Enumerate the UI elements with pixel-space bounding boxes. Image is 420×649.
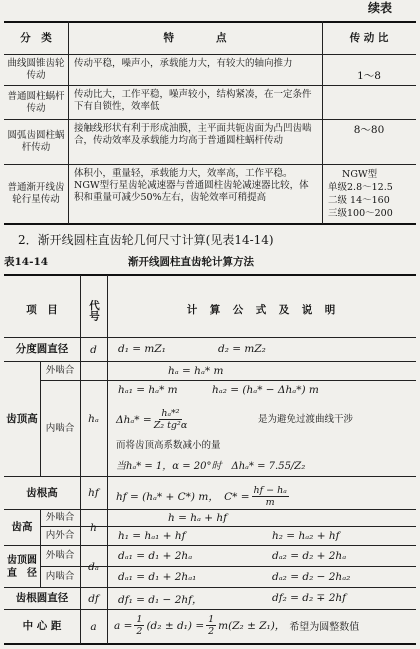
section-heading: 2．渐开线圆柱直齿轮几何尺寸计算(见表14-14) bbox=[18, 233, 274, 247]
item-pitch-diameter: 分度圆直径 bbox=[15, 343, 69, 355]
code-a: a bbox=[90, 620, 97, 633]
code-da: dₐ bbox=[88, 560, 99, 573]
table-number: 表14-14 bbox=[4, 256, 49, 268]
table1-category: 圆弧齿圆柱蜗杆传动 bbox=[7, 130, 65, 153]
item-tip-external: 外啮合 bbox=[45, 550, 75, 561]
a-middle: (d₂ ± d₁) = bbox=[146, 619, 205, 632]
formula-df1: df₁ = d₁ − 2hf， bbox=[118, 594, 203, 606]
table1-features: 传动比大，工作平稳，噪声较小，结构紧凑，在一定条件下有自锁性，效率低 bbox=[74, 89, 312, 112]
fraction-numerator: 1 bbox=[208, 614, 215, 625]
a-rest: m(Z₂ ± Z₁)， bbox=[218, 620, 286, 632]
fraction-denominator: 2 bbox=[208, 626, 215, 637]
fraction-numerator: 1 bbox=[136, 614, 143, 625]
table1-features: 接触线形状有利于形成油膜，主平面共轭齿面为凸凹齿啮合，传动效率及承载能力均高于普通圆柱蜗杆传动 bbox=[74, 123, 312, 146]
formula-a bbox=[114, 614, 359, 637]
addendum-condition: 当hₐ* = 1，α = 20°时 Δhₐ* = 7.55/Z₂ bbox=[116, 461, 306, 472]
table2-header-formula: 计 算 公 式 及 说 明 bbox=[186, 303, 337, 316]
table1-category: 曲线圆锥齿轮传动 bbox=[7, 58, 65, 81]
table1-ratio: 1～8 bbox=[357, 70, 381, 82]
item-addendum: 齿顶高 bbox=[6, 412, 38, 425]
delta-ha-note: 是为避免过渡曲线干涉 bbox=[258, 414, 354, 425]
table1-features: 体积小，重量轻，承载能力大，效率高，工作平稳。NGW型行星齿轮减速器与普通圆柱齿轮减速器比较，体积和重量可减少50%左右，齿轮效率可稍提高 bbox=[74, 168, 309, 203]
formula-d1: d₁ = mZ₁ bbox=[118, 343, 166, 355]
table1-header-features: 特 点 bbox=[163, 31, 227, 44]
table1-ratio: 8～80 bbox=[353, 123, 385, 136]
item-external-mesh: 外啮合 bbox=[45, 365, 75, 376]
ratio-line: 二级 14～160 bbox=[328, 195, 390, 206]
ratio-line: 三级100～200 bbox=[328, 208, 393, 219]
code-ha: hₐ bbox=[88, 413, 99, 425]
fraction-denominator: m bbox=[265, 497, 275, 508]
half-fraction bbox=[134, 614, 144, 637]
item-tip-internal: 内啮合 bbox=[45, 571, 75, 582]
a-lhs: a = bbox=[114, 619, 133, 632]
item-dedendum: 齿根高 bbox=[26, 486, 58, 499]
table2-header-code: 代号 bbox=[88, 299, 100, 321]
c-star-fraction bbox=[252, 485, 289, 508]
fraction-numerator: hf − hₐ bbox=[253, 485, 287, 496]
code-df: df bbox=[88, 592, 99, 605]
item-internal-mesh: 内啮合 bbox=[45, 422, 75, 434]
table-title: 渐开线圆柱直齿轮计算方法 bbox=[128, 256, 254, 268]
table2-header-item: 项 目 bbox=[26, 303, 58, 316]
item-tip-diameter: 齿顶圆直 径 bbox=[7, 554, 37, 579]
item-tooth-height: 齿高 bbox=[11, 521, 33, 533]
table1-category: 普通渐开线齿轮行星传动 bbox=[7, 182, 65, 205]
addendum-note: 而将齿顶高系数减小的量 bbox=[116, 440, 221, 451]
formula-ha1: hₐ₁ = hₐ* m bbox=[118, 384, 178, 396]
table2-bottom-rule bbox=[4, 643, 416, 645]
fraction-denominator: Z₂ tg²α bbox=[153, 420, 188, 431]
a-note: 希望为圆整数值 bbox=[289, 622, 360, 633]
formula-d2: d₂ = mZ₂ bbox=[218, 343, 266, 355]
item-outer-mesh: 外啮合 bbox=[45, 512, 75, 523]
table1-features: 传动平稳，噪声小，承载能力大，有较大的轴向推力 bbox=[74, 58, 293, 69]
formula-delta-ha bbox=[116, 408, 189, 431]
formula-h: h = hₐ + hf bbox=[168, 512, 228, 524]
code-hf: hf bbox=[88, 487, 99, 499]
table1-ratio-list bbox=[328, 168, 416, 220]
formula-h1: h₁ = hₐ₁ + hf bbox=[118, 530, 186, 542]
ratio-line: 单级2.8～12.5 bbox=[328, 182, 393, 193]
table1-bottom-rule bbox=[4, 223, 416, 225]
formula-da1-int: dₐ₁ = d₁ + 2hₐ₁ bbox=[118, 571, 197, 583]
delta-ha-lhs: Δhₐ* = bbox=[116, 413, 152, 426]
formula-ha-ext: hₐ = hₐ* m bbox=[168, 365, 224, 377]
table1-header-category: 分 类 bbox=[20, 31, 52, 44]
table2-top-rule bbox=[4, 274, 416, 276]
table1-category: 普通圆柱蜗杆传动 bbox=[7, 90, 65, 114]
table2-col-rule bbox=[107, 275, 108, 644]
ratio-line: NGW型 bbox=[342, 169, 378, 180]
formula-da2-ext: dₐ₂ = d₂ + 2hₐ bbox=[272, 550, 347, 562]
hf-lhs: hf = (hₐ* + C*) m， C* = bbox=[116, 491, 250, 503]
formula-ha2: hₐ₂ = (hₐ* − Δhₐ*) m bbox=[212, 384, 319, 396]
formula-df2: df₂ = d₂ ∓ 2hf bbox=[272, 592, 347, 604]
formula-h2: h₂ = hₐ₂ + hf bbox=[272, 530, 340, 542]
formula-da1-ext: dₐ₁ = d₁ + 2hₐ bbox=[118, 550, 193, 562]
table1-header-ratio: 传 动 比 bbox=[349, 31, 389, 44]
formula-da2-int: dₐ₂ = d₂ − 2hₐ₂ bbox=[272, 571, 351, 583]
fraction-numerator: hₐ*² bbox=[161, 408, 180, 419]
item-inner-mesh: 内外合 bbox=[45, 530, 75, 541]
code-h: h bbox=[90, 521, 97, 534]
continued-label: 续表 bbox=[368, 1, 393, 15]
formula-hf bbox=[116, 485, 291, 508]
item-root-diameter: 齿根圆直径 bbox=[15, 592, 69, 604]
delta-ha-fraction bbox=[154, 408, 188, 431]
fraction-denominator: 2 bbox=[136, 626, 143, 637]
half-fraction bbox=[206, 614, 216, 637]
item-center-distance: 中 心 距 bbox=[22, 620, 62, 632]
code-d: d bbox=[90, 343, 97, 356]
